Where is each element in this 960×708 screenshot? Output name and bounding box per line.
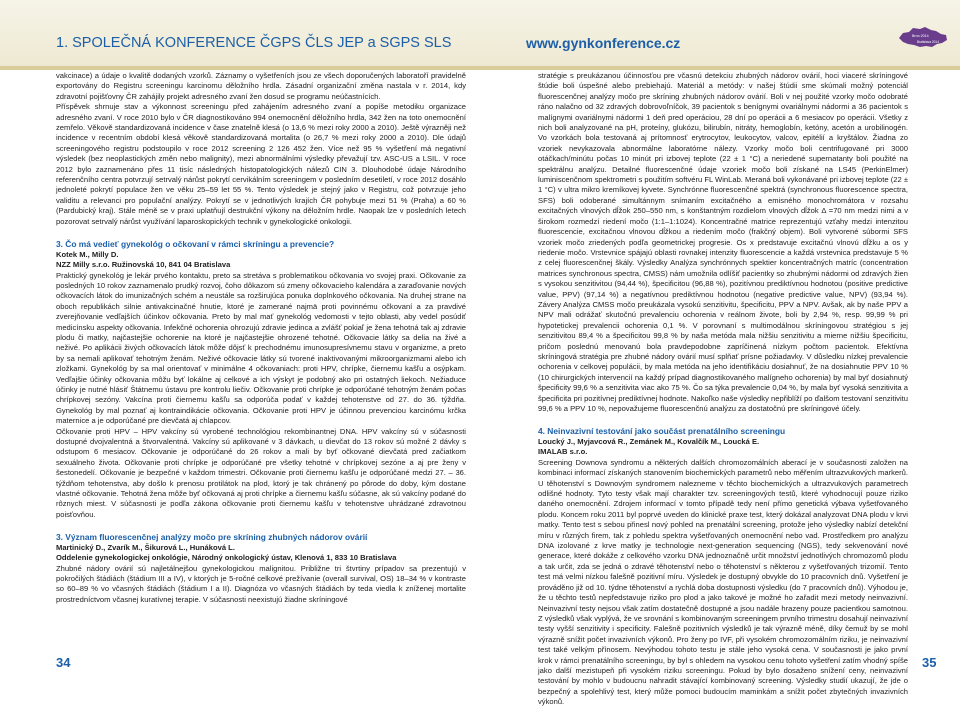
header-stripe (0, 66, 960, 70)
section-title: 3. Význam fluorescenčnej analýzy močo pre skríning zhubných nádorov ovárií (56, 532, 368, 543)
conference-logo (896, 24, 950, 55)
right-column (538, 71, 908, 707)
paragraph: Zhubné nádory ovárií sú najletálnejšou gynekologickou malignitou. Približne tri štvrtiny prípadov sa prezentujú v pokročilých štádiách (štádium III a IV), v ktorých je 5-ročné celkové prežívanie (overall survival, OS) 18–34 % v kontraste so 60–89 % vo včasných štádiách (štádium I a II). Diagnóza vo včasných štádiách by teda viedla k zníženej mortalite prostredníctvom včasnej kuratívnej terapie. V súčasnosti neexistujú žiadne skríningové (56, 563, 466, 604)
logo-line-2: Bratislava 2014 (917, 40, 939, 44)
paragraph: stratégie s preukázanou účinnosťou pre včasnú detekciu zhubných nádorov ovárií, hoci viaceré skríningové štúdie boli úspešné alebo prebiehajú. Materiál a metódy: v našej štúdii sme skúmali možný potenciál fluorescenčnej analýzy močo pre skríning zhubných nádorov ovárií. Boli v nej použité vzorky močo odobraté ráno nalačno od 32 zdravých dobrovoľníčok, 39 pacientok s benígnymi ovariálnymi nádormi a 36 pacientok s malígnymi ovariálnymi nádormi 1 deň pred operáciou, 28 dní po operácii a 6 mesiacov po operácii. Všetky z nich boli analyzované na pH, proteíny, glukózu, bilirubín, nitráty, hemoglobín, ketóny, acetón a urobilinogén. Vo vzorkách bola testovaná aj prítomnosť erytrocytov, leukocytov, valcov, epitélií a kryštálov. Žiadna zo vzoriek nevykazovala abnormálne laboratórne nálezy. Vzorky močo boli centrifugované pri 3000 otáčkach/minútu počas 10 minút pri izbovej teplote (22 ± 1 °C) a neriedené supernatanty boli použité na spektrálnu analýzu. Detailné fluorescenčné údaje vzoriek močo boli získané na LS45 (PerkinElmer) luminiscenčnom spektrometri s použitím softvéru FL WinLab. Meraná boli vykonávané pri izbovej teplote (22 ± 1 °C) v ultra mikro kremíkovej kyvete. Synchrónne fluorescenčné spektrá (synchronous fluorescence spectra, SFS) boli odoberané simultánnym snímaním excitačného a emisného monochromátora v rozsahu excitačných vlnových dĺžok 250–550 nm, s konštantným rozdielom vlnových dĺžok Δ =70 nm medzi nimi a v širokom rozmedzí riedení močo (1:1–1:1024). Koncentračné matrice reprezentujú vzťahy medzi intenzitou fluorescencie, excitačnou vlnovou dĺžkou a riedením močo (frakčný objem). Boli vytvorené súbormi SFS vzoriek močo zriedených podľa geometrickej progresie. Os x predstavuje excitačnú vlnovú dĺžku a os y riedenie močo. Vrstevnice spájajú oblasti rovnakej intenzity fluorescencie a každá vrstevnica predstavuje 5 % z celej fluorescenčnej škály. Výsledky Analýza synchrónnych spektier koncentračných matríc (concentration matrices synchronous spectra, CMSS) nám umožnila odlíšiť pacientky so zhubnými nádormi od zdravých žien s vysokou senzitivitou (94,44 %), špecificitou (96,88 %), pozitívnou prediktívnou hodnotou (positive predictive value, PPV) (97,14 %) a negatívnou prediktívnou hodnotou (negative predictive value, NPV) (93,94 %). Závery Analýza CMSS močo preukázala vysokú senzitivitu, špecificitu, PPV a NPV. Avšak, ak by naše PPV a NPV mali odrážať skutočnú prevalenciu ochorenia v reálnom živote, boli by 2,94 %, resp. 99,99 % pri hypotetickej prevalencii ochorenia 0,1 %. V porovnaní s multimodálnou skríningovou stratégiou s jej senzitivitou 89,4 % a špecificitou 99,8 % by naša metóda mala nižšiu senzitivitu a mierne nižšiu špecificitu, pričom poslednú menovanú bola pravdepodobne zapríčinená nízkym počtom pacientok. Efektívna skríningová stratégia pre zhubné nádory ovárií musí splňať prísne požiadavky. V důsledku nízkej prevalencie ochorenia v celkovej populácii, by mala metóda na jeho identifikáciu dosiahnuť, že na dosiahnutie PPV 10 % (10 chirurgických intervencií na každý prípad diagnostikovaného malígneho ochorenia) by mal byť dosiahnutý špecificity 99,6 % a senzitivita viac ako 75 %. Čo sa týka prevalencie 0,04 %, by mala byť vysoká senzitivita a špecificita pri pozitívnej prediktívnej hodnote. Nakoľko naše výsledky nepřiblíží po ďalšom testovaní senzitivitu 99,6 % a PPV 10 %, nepovažujeme fluorescenčnú analýzu za dostatočnú pre skríningové účely. (538, 71, 908, 413)
czech-map-logo-icon (896, 24, 950, 50)
page-header (0, 0, 960, 66)
paragraph: Očkovanie proti HPV – HPV vakcíny sú vyrobené technológiou rekombinantnej DNA. HPV vakcíny sú v súčasnosti dostupné dvojvalentná a štvorvalentná. Vakcíny sú aplikované v 3 dávkach, u dievčat do 13 rokov sú možné 2 dávky s odstupom 6 mesiacov. Očkovanie je odporúčané do 26 rokov a mali by byť očkované dievčatá pred začiatkom sexuálneho života. Očkovanie proti chrípke je odporúčané pre všetky tehotné v chrípkovej sezóne a aj pre ženy v šestonedelí. Očkovanie je bezpečné v každom trimestri. Očkovanie proti čiernemu kašľu je odporúčané medzi 27. – 36. týždňom tehotenstva, aby došlo k prenosu protilátok na plod, ktorý je tak chránený po pôrode do doby, kým dostane vlastné očkovanie. Tehotná žena môže byť očkovaná aj proti chrípke a čiernemu kašľu súčasne, ak sú vakcíny podané do rôznych miest. V súčasnosti je podľa zákona očkovanie proti čiernemu kašľu v tehotenstve uhrádzané zdravotnou poisťovňou. (56, 426, 466, 519)
section-title: 4. Neinvazivní testování jako součást prenatálního screeningu (538, 426, 786, 437)
paragraph: vakcinace) a údaje o kvalitě dodaných vzorků. Záznamy o vyšetřeních jsou ze všech doporučených laboratoří pravidelně exportovány do Registru screeningu karcinomu děložního hrdla. Zásadní organizační změna nastala v r. 2014, kdy zdravotní pojišťovny ČR zahájily projekt adresného zvaní žen dosud se programu neúčastnících. (56, 71, 466, 101)
section-authors: Kotek M., Milly D. (56, 249, 119, 259)
paragraph: Praktický gynekológ je lekár prvého kontaktu, preto sa stretáva s problematikou očkovania vo svojej praxi. Očkovanie za posledných 10 rokov zaznamenalo prudký rozvoj, čoho dôkazom sú zmeny očkovacieho kalendára a zaraďovanie nových očkovacích látok do imunizačných schém a neustále sa rozširujúca ponuka doplnkového očkovania. Na druhej strane na oboch republikách silnie antivakcinačné hnutie, ktoré je zamerané najmä proti povinnému očkovaní a za pravdivé zverejňovanie vedľajších účinkov očkovania. Preto by mal mať gynekológ vedomosti v tejto oblasti, aby vedel posúdiť medicínsku aspekty očkovania. Infekčné ochorenia ohrozujú zdravie jedinca a zvlášť pokiaľ je žena tehotná tak aj zdravie plodu či matky, najčastejšie ochorenie na ktoré je najčastejšie ohrozené tehotné. Očkovacie látky sa delia na živé a neživé. Po aplikácii živých očkovacích látok môže dôjsť k prechodnému imunosupresívnemu stavu v organizme, a preto by sa nemali aplikovať tehotným ženám. Neživé očkovacie látky sú tvorené inaktivovanými mikroorganizmami alebo ich zložkami. Gynekológ by sa mal orientovať v minimálne 4 očkovaniach: proti HPV, chrípke, čiernemu kašľu a osýpkam. Vedľajšie účinky očkovania môžu byť lokálne aj celkové a ich výskyt je podobný ako pri ostatných liekoch. Nežiaduce účinky je nutné hlásiť Štátnemu ústavu pre kontrolu liečiv. Očkovanie proti chrípke je odporúčané tehotným ženám počas chrípkovej sezóny. Vakcína proti čiernemu kašľu sa odporúča podať v každej tehotenstve od 27. do 36. týždňa. Gynekológ by mal poznať aj kontraindikácie očkovania. Očkovanie proti HPV je účinnou prevenciou karcinómu krčka maternice a je odporúčané pre dievčatá aj chlapcov. (56, 270, 466, 426)
conference-title: 1. SPOLEČNÁ KONFERENCE ČGPS ČLS JEP a SGPS SLS (56, 35, 452, 51)
section-authors: Martinický D., Zvarík M., Šikurová L., Hunáková L. (56, 542, 235, 552)
section-affiliation: Oddelenie gynekologickej onkológie, Národný onkologický ústav, Klenová 1, 833 10 Bratislava (56, 553, 397, 563)
page-number-right: 35 (922, 655, 937, 670)
section-affiliation: IMALAB s.r.o. (538, 447, 588, 457)
section-title: 3. Čo má vedieť gynekológ o očkovaní v rámci skríningu a prevencie? (56, 239, 335, 250)
section-affiliation: NZZ Milly s.r.o. Ružinovská 10, 841 04 Bratislava (56, 260, 231, 270)
paragraph: Screening Downova syndromu a některých dalších chromozomálních aberací je v současnosti založen na kombinaci informací získaných stanovením biochemických parametrů nebo měřením ultrazvukových markerů. U těhotenství s Downovým syndromem nalezneme v těchto biochemických a ultrazvukových parametrech odlišné hodnoty. Tyto testy však mají charakter tzv. screeningových testů, které vyhodnocují pouze riziko daného onemocnění. Zdrojem informací v tomto případě tedy není přímo genetická výbava vyšetřovaného plodu. Koncem roku 2011 byl poprvé uveden do klinické praxe test, který dokázal analyzovat DNA plodu v krvi matky. Tento test s sebou přinesl nový pohled na prenatální screening, protože jeho výsledky nabízí detekční míru v různých firem, tak z pohledu spektra vyšetřovaných onemocnění nebo vad. Prostředkem pro analýzu DNA izolované z krve matky je technologie next-generation sequencing (NGS), tedy sekvenování nové generace, které dokáže z celkového vzorku DNA jednoznačně určit množství jednotlivých chromozomů plodu a tak určit, zda se jedná o zdravé těhotenství nebo o těhotenství s některou z vyšetřovaných trizomií. Tento test má velmi nízkou falešně pozitivní míru. Výsledek je dostupný obvykle do 10 pracovních dnů. Vyšetření je prováděno již od 10. týdne těhotenství a rychlá doba dostupnosti výsledku (do 7 pracovních dnů). Výhodou je, že u těchto testů nepředstavuje riziko pro plod a jako takové je možné ho zařadit mezi metody neinvazivní. Neinvazivní testy nejsou však zatím dostatečně dostupné a jsou nadále hrazeny pouze pacientkou samotnou. Z výsledků však vyplývá, že ve srovnání s kombinovaným screeningem prvního trimestru dosahují neinvazivní testy vyšší senzitivity i specificity. Falešně pozitivních výsledků je tak výrazně méně, díky čemuž by se mohl výrazně snížit počet invazivních výkonů. Pro ženy po IVF, při vysokém chromozomálním riziku, je neinvazivní test také velkým přínosem. Nevýhodou tohoto testu je stále jeho vysoká cena. V současnosti je jako první krok v rámci prenatálního screeningu, by byl s ohledem na vysokou cenu tohoto vyšetření zatím vhodný spíše jako další mezistupeň při vysokém riziku screeningu. Pokud by bylo dosaženo snížení ceny, neinvazivní testování by mohlo v budoucnu nahradit stávající kombinovaný screening. Výsledky studií ukazují, že jde o bezpečný a spolehlivý test, který může pomoci budoucím maminkám a snížit počet zbytečných invazivních výkonů. (538, 457, 908, 707)
section-authors: Loucký J., Myjavcová R., Zemánek M., Kovalčík M., Loucká E. (538, 437, 760, 446)
logo-line-1: Brno 2014 (912, 34, 929, 38)
left-column (56, 71, 466, 646)
conference-url[interactable]: www.gynkonference.cz (526, 35, 681, 51)
page-number-left: 34 (56, 655, 71, 670)
paragraph: Příspěvek shrnuje stav a výkonnost screeningu před zahájením adresného zvaní a popíše metodiku organizace adresného zvaní. V roce 2010 bylo v ČR diagnostikováno 994 onemocnění děložního hrdla, 342 žen na toto onemocnění zemřelo. Věkově standardizovaná incidence v čase znatelně klesá (o 13,6 % mezi roky 2000 a 2010). Ještě výrazněji než incidence v recentním období klesá věkově standardizovaná mortalita (o 26,7 % mezi roky 2000 a 2010). Dle údajů screeningového registru podstoupilo v roce 2012 screening 2 126 452 žen. Více než 95 % vyšetření má negativní výsledek (bez neoplastických změn nebo malignity), mezi abnormálními výsledky převažují tzv. ASC-US a LSIL. V roce 2012 bylo zaznamenáno přes 11 tisíc následných histopatologických nálezů CIN 3. Dlouhodobé údaje Národního referenčního centra potvrzují setrvalý nárůst pokrytí cervikálním screeningem v posledním desetiletí, v roce 2012 dosáhlo jednoleté pokrytí populace žen ve věku 25–59 let 55 %. Tento výsledek je stejný jako v Registru, což potvrzuje jeho validitu a relevanci pro populační analýzy. Pokrytí se v jednotlivých krajích ČR pohybuje mezi 51 % (Praha) a 60 % (Pardubický kraj). Stále méně se v praxi uplatňují destrukční výkony na děložním hrdle. Naopak lze v posledních letech pozorovat setrvalý nárůst využívání laparoskopických technik v gynekologické onkologii. (56, 102, 466, 226)
